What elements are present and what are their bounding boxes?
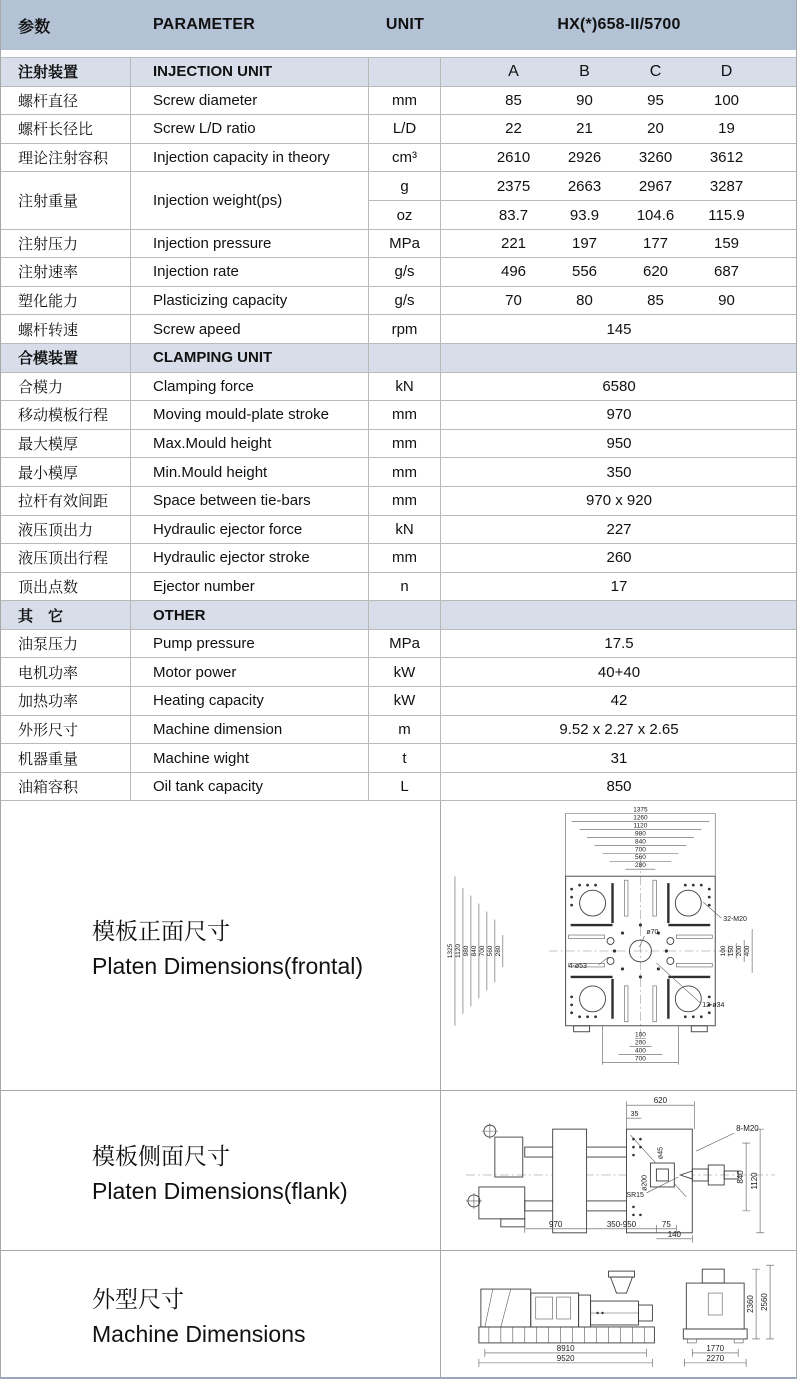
table-row-rate — [1, 258, 796, 287]
section-cn: 其 它 — [1, 601, 131, 629]
value-a: 2375 — [496, 177, 531, 195]
dim-label: 980 — [635, 830, 646, 838]
value-b: 2926 — [567, 149, 602, 167]
param-en: Screw L/D ratio — [131, 115, 369, 143]
dim-label: 350-950 — [606, 1220, 637, 1230]
value-a: 496 — [500, 263, 527, 281]
flank-label — [1, 1091, 441, 1251]
header-col-cn: 参数 — [18, 18, 51, 36]
section-cn: 注射装置 — [1, 58, 131, 86]
machine-label — [1, 1251, 441, 1378]
value-a: 2610 — [496, 149, 531, 167]
dim-label: 840 — [470, 946, 478, 957]
value-span: 350 — [606, 463, 632, 481]
unit-cell: mm — [369, 458, 441, 486]
model-number: HX(*)658-II/5700 — [557, 16, 681, 33]
col-d: D — [720, 62, 733, 80]
value-b: 93.9 — [569, 206, 600, 224]
section-cn: 合模装置 — [1, 344, 131, 372]
value-d: 19 — [718, 120, 735, 138]
param-cn: 最大模厚 — [1, 430, 131, 458]
unit-cell: g/s — [369, 287, 441, 315]
value-b: 90 — [576, 91, 593, 109]
table-row-screw-diameter — [1, 87, 796, 116]
param-cn: 加热功率 — [1, 687, 131, 715]
param-cn: 最小模厚 — [1, 458, 131, 486]
unit-cell: g — [369, 172, 441, 200]
table-row-ejector-stroke — [1, 544, 796, 573]
param-cn: 移动模板行程 — [1, 401, 131, 429]
param-en: Oil tank capacity — [131, 773, 369, 801]
callout-label: 4-ø53 — [568, 963, 587, 971]
param-cn: 拉杆有效间距 — [1, 487, 131, 515]
dim-label: 75 — [661, 1220, 671, 1230]
param-en: Moving mould-plate stroke — [131, 401, 369, 429]
unit-cell: t — [369, 744, 441, 772]
machine-title-cn: 外型尺寸 — [92, 1286, 184, 1313]
weight-row-oz — [369, 200, 797, 228]
value-span: 40+40 — [597, 663, 641, 681]
param-cn: 注射压力 — [1, 230, 131, 258]
param-cn: 合模力 — [1, 373, 131, 401]
table-row-plasticizing — [1, 287, 796, 316]
value-span: 260 — [606, 549, 632, 567]
dim-label: 560 — [486, 946, 494, 957]
callout-label: 8-M20 — [736, 1124, 759, 1134]
value-cells — [441, 92, 797, 109]
dim-label: SR15 — [626, 1192, 644, 1200]
unit-cell: rpm — [369, 315, 441, 343]
value-span: 9.52 x 2.27 x 2.65 — [559, 720, 679, 738]
param-en: Injection capacity in theory — [131, 144, 369, 172]
table-row-motor-power — [1, 658, 796, 687]
value-span: 145 — [606, 320, 632, 338]
value-span: 17.5 — [604, 635, 634, 653]
value-c: 85 — [647, 292, 664, 310]
value-d: 115.9 — [708, 206, 745, 224]
table-row-machine-weight — [1, 744, 796, 773]
unit-cell: mm — [369, 487, 441, 515]
table-row-injection-weight — [1, 172, 796, 229]
value-d: 90 — [718, 292, 735, 310]
unit-cell: m — [369, 716, 441, 744]
table-row-heating — [1, 687, 796, 716]
dim-label: 840 — [736, 1170, 746, 1185]
table-row-pressure — [1, 230, 796, 259]
value-span — [441, 601, 797, 629]
dim-label: 700 — [478, 946, 486, 957]
param-cn: 塑化能力 — [1, 287, 131, 315]
frontal-platen-row — [1, 801, 796, 1091]
value-a: 70 — [505, 292, 522, 310]
value-b: 197 — [571, 234, 598, 252]
value-span: 31 — [610, 749, 628, 767]
dim-label: 1120 — [454, 944, 462, 959]
value-d: 3287 — [709, 177, 744, 195]
unit-cell: cm³ — [369, 144, 441, 172]
unit-cell: n — [369, 573, 441, 601]
dim-label: 1325 — [446, 944, 454, 959]
header-col-unit: UNIT — [385, 16, 425, 33]
dim-label: 700 — [635, 846, 646, 854]
param-cn: 理论注射容积 — [1, 144, 131, 172]
param-en: Max.Mould height — [131, 430, 369, 458]
value-cells — [441, 263, 797, 280]
value-c: 104.6 — [636, 206, 675, 224]
param-cn: 液压顶出力 — [1, 516, 131, 544]
param-en: Injection pressure — [131, 230, 369, 258]
table-row-screw-ld — [1, 115, 796, 144]
value-c: 20 — [647, 120, 664, 138]
flank-platen-diagram — [441, 1091, 797, 1251]
value-b: 556 — [571, 263, 598, 281]
flank-title-en: Platen Dimensions(flank) — [92, 1177, 348, 1204]
unit-cell: mm — [369, 401, 441, 429]
param-cn: 电机功率 — [1, 658, 131, 686]
param-en: Heating capacity — [131, 687, 369, 715]
param-en: Plasticizing capacity — [131, 287, 369, 315]
value-c: 2967 — [638, 177, 673, 195]
param-en: Ejector number — [131, 573, 369, 601]
frontal-platen-diagram — [441, 801, 797, 1091]
value-span: 6580 — [602, 377, 636, 395]
dim-label: 1120 — [750, 1172, 760, 1190]
value-c: 620 — [642, 263, 669, 281]
col-a: A — [508, 62, 519, 80]
param-en: Screw apeed — [131, 315, 369, 343]
dim-label: 840 — [635, 838, 646, 846]
value-d: 100 — [713, 91, 740, 109]
value-span: 850 — [606, 778, 632, 796]
flank-title-cn: 模板侧面尺寸 — [92, 1142, 230, 1169]
table-row-pump-pressure — [1, 630, 796, 659]
header-gap — [1, 50, 796, 57]
table-row-capacity — [1, 144, 796, 173]
dim-label: 280 — [494, 946, 502, 957]
value-a: 83.7 — [498, 206, 529, 224]
table-row-moving-stroke — [1, 401, 796, 430]
value-span: 227 — [606, 520, 632, 538]
param-cn: 螺杆转速 — [1, 315, 131, 343]
unit-cell: mm — [369, 87, 441, 115]
unit-cell: kN — [369, 516, 441, 544]
callout-label: 32-M20 — [723, 916, 747, 924]
header-col-parameter: PARAMETER — [153, 16, 255, 33]
unit-cell — [369, 58, 441, 86]
param-cn: 外形尺寸 — [1, 716, 131, 744]
section-en: CLAMPING UNIT — [131, 344, 369, 372]
machine-dimensions-diagram — [441, 1251, 797, 1378]
dim-label: ø200 — [641, 1175, 649, 1192]
table-row-clamping-force — [1, 373, 796, 402]
machine-dimensions-row — [1, 1251, 796, 1378]
dim-label: 2560 — [760, 1293, 770, 1312]
spec-table — [1, 57, 796, 801]
param-en: Machine wight — [131, 744, 369, 772]
param-cn: 顶出点数 — [1, 573, 131, 601]
param-en: Injection rate — [131, 258, 369, 286]
value-cells — [441, 292, 797, 309]
section-en: INJECTION UNIT — [131, 58, 369, 86]
param-cn: 液压顶出行程 — [1, 544, 131, 572]
unit-cell: kW — [369, 687, 441, 715]
param-en: Hydraulic ejector stroke — [131, 544, 369, 572]
value-span: 970 x 920 — [586, 492, 652, 510]
value-span: 950 — [606, 435, 632, 453]
unit-cell: MPa — [369, 630, 441, 658]
value-c: 95 — [647, 91, 664, 109]
dim-label: 980 — [462, 946, 470, 957]
unit-cell: mm — [369, 544, 441, 572]
value-d: 159 — [713, 234, 740, 252]
dim-label: ø45 — [657, 1147, 665, 1160]
unit-cell — [369, 344, 441, 372]
table-row-screw-speed — [1, 315, 796, 344]
param-en: Min.Mould height — [131, 458, 369, 486]
dim-label: 2270 — [706, 1354, 725, 1364]
col-c: C — [649, 62, 662, 80]
dim-label: 100 — [635, 1032, 646, 1040]
sheet-header — [1, 0, 796, 50]
dim-label: 1120 — [633, 822, 648, 830]
value-b: 2663 — [567, 177, 602, 195]
table-row-machine-dimension — [1, 716, 796, 745]
callout-label: 12-ø34 — [702, 1002, 725, 1010]
col-b: B — [579, 62, 590, 80]
callout-label: ø70 — [646, 929, 659, 937]
dim-label: 8910 — [556, 1344, 575, 1354]
frontal-label — [1, 801, 441, 1091]
param-cn: 机器重量 — [1, 744, 131, 772]
value-span: 17 — [610, 577, 628, 595]
dim-label: 560 — [635, 854, 646, 862]
table-row-ejector-number — [1, 573, 796, 602]
frontal-title-en: Platen Dimensions(frontal) — [92, 952, 364, 979]
param-en: Motor power — [131, 658, 369, 686]
dim-label: 9520 — [556, 1354, 575, 1364]
value-d: 3612 — [709, 149, 744, 167]
table-row-ejector-force — [1, 516, 796, 545]
unit-cell — [369, 601, 441, 629]
dim-label: 35 — [630, 1111, 639, 1119]
value-span: 970 — [606, 406, 632, 424]
param-cn: 螺杆长径比 — [1, 115, 131, 143]
table-row-tie-bars — [1, 487, 796, 516]
unit-cell: g/s — [369, 258, 441, 286]
param-en: Machine dimension — [131, 716, 369, 744]
dim-label: 1375 — [633, 806, 648, 814]
value-cells — [441, 178, 797, 195]
dim-label: 150 — [728, 946, 736, 957]
table-row-min-mould — [1, 458, 796, 487]
value-d: 687 — [713, 263, 740, 281]
param-en: Injection weight(ps) — [131, 172, 369, 228]
dim-label: 140 — [667, 1230, 681, 1240]
section-row-clamping — [1, 344, 796, 373]
weight-row-g — [369, 172, 797, 200]
dim-label: 280 — [635, 862, 646, 870]
section-row-other — [1, 601, 796, 630]
unit-cell: kW — [369, 658, 441, 686]
value-cells — [441, 149, 797, 166]
param-en: Clamping force — [131, 373, 369, 401]
dim-label: 400 — [744, 946, 752, 957]
value-cells — [441, 235, 797, 252]
table-row-oil-tank — [1, 773, 796, 802]
unit-cell: mm — [369, 430, 441, 458]
dim-label: 2360 — [746, 1295, 756, 1314]
param-cn: 油泵压力 — [1, 630, 131, 658]
dim-label: 700 — [635, 1056, 646, 1064]
value-a: 85 — [505, 91, 522, 109]
section-row-injection — [1, 58, 796, 87]
param-cn: 螺杆直径 — [1, 87, 131, 115]
value-b: 80 — [576, 292, 593, 310]
value-span: 42 — [610, 692, 628, 710]
unit-cell: MPa — [369, 230, 441, 258]
machine-title-en: Machine Dimensions — [92, 1321, 306, 1348]
dim-label: 100 — [720, 946, 728, 957]
dim-label: 1260 — [633, 814, 648, 822]
flank-platen-row — [1, 1091, 796, 1251]
table-row-max-mould — [1, 430, 796, 459]
unit-cell: oz — [369, 201, 441, 228]
weight-subrows — [369, 172, 797, 228]
dim-label: 200 — [736, 946, 744, 957]
value-span — [441, 344, 797, 372]
unit-cell: L — [369, 773, 441, 801]
value-a: 221 — [500, 234, 527, 252]
param-cn: 注射速率 — [1, 258, 131, 286]
value-c: 3260 — [638, 149, 673, 167]
frontal-title-cn: 模板正面尺寸 — [92, 917, 230, 944]
param-en: Space between tie-bars — [131, 487, 369, 515]
dim-label: 200 — [635, 1040, 646, 1048]
param-cn: 油箱容积 — [1, 773, 131, 801]
param-cn: 注射重量 — [1, 172, 131, 228]
section-en: OTHER — [131, 601, 369, 629]
dim-label: 620 — [653, 1096, 668, 1106]
param-en: Hydraulic ejector force — [131, 516, 369, 544]
value-cells — [441, 207, 797, 224]
unit-cell: L/D — [369, 115, 441, 143]
value-a: 22 — [505, 120, 522, 138]
value-cells — [441, 120, 797, 137]
param-en: Pump pressure — [131, 630, 369, 658]
value-c: 177 — [642, 234, 669, 252]
dim-label: 970 — [549, 1220, 563, 1230]
dim-label: 1770 — [706, 1344, 725, 1354]
abcd-header — [441, 63, 797, 81]
param-en: Screw diameter — [131, 87, 369, 115]
unit-cell: kN — [369, 373, 441, 401]
value-b: 21 — [576, 120, 593, 138]
dim-label: 400 — [635, 1048, 646, 1056]
